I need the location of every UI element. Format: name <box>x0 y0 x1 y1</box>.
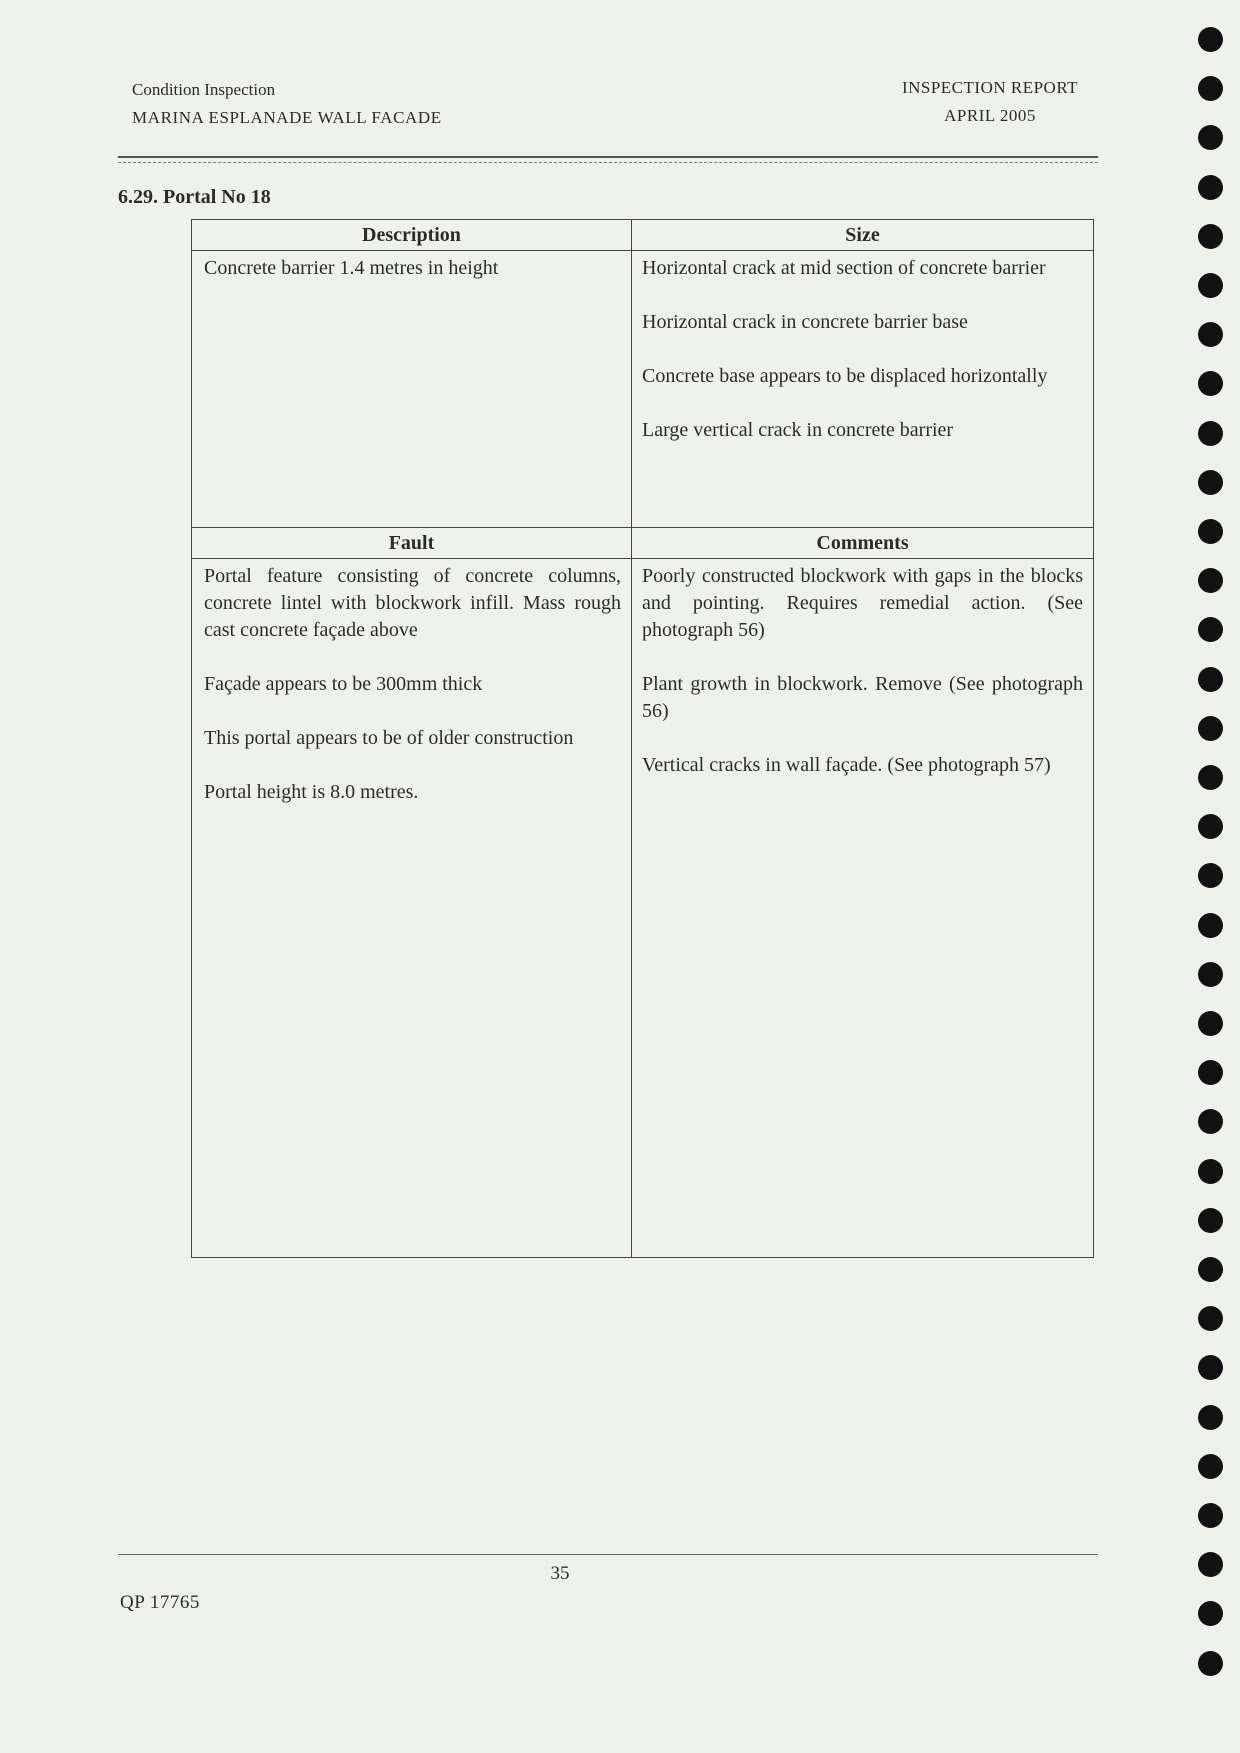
binding-hole <box>1198 1552 1223 1577</box>
binding-hole <box>1198 1159 1223 1184</box>
binding-hole <box>1198 1601 1223 1626</box>
size-text: Horizontal crack in concrete barrier base <box>642 311 968 333</box>
binding-hole <box>1198 1503 1223 1528</box>
binding-holes <box>1198 27 1226 1727</box>
description-cell <box>192 251 632 528</box>
size-cell <box>632 251 1094 528</box>
table-header-row <box>192 528 1094 559</box>
size-text: Horizontal crack at mid section of concrete barrier <box>642 257 1046 279</box>
binding-hole <box>1198 1011 1223 1036</box>
header-left <box>132 76 442 132</box>
binding-hole <box>1198 1355 1223 1380</box>
binding-hole <box>1198 1208 1223 1233</box>
document-code: QP 17765 <box>120 1592 200 1613</box>
binding-hole <box>1198 667 1223 692</box>
header-report-type: INSPECTION REPORT <box>901 78 1079 97</box>
comments-text: Vertical cracks in wall façade. (See photograph 57) <box>642 754 1051 776</box>
header-report-date: APRIL 2005 <box>944 106 1036 125</box>
inspection-table <box>191 219 1094 1258</box>
binding-hole <box>1198 765 1223 790</box>
fault-cell <box>192 559 632 1258</box>
binding-hole <box>1198 863 1223 888</box>
binding-hole <box>1198 421 1223 446</box>
binding-hole <box>1198 962 1223 987</box>
binding-hole <box>1198 76 1223 101</box>
fault-text: Portal height is 8.0 metres. <box>204 781 419 803</box>
section-title: 6.29. Portal No 18 <box>118 186 271 208</box>
binding-hole <box>1198 175 1223 200</box>
binding-hole <box>1198 568 1223 593</box>
binding-hole <box>1198 617 1223 642</box>
table-header-row <box>192 220 1094 251</box>
binding-hole <box>1198 1060 1223 1085</box>
size-text: Large vertical crack in concrete barrier <box>642 419 954 441</box>
fault-header: Fault <box>192 528 632 559</box>
binding-hole <box>1198 27 1223 52</box>
comments-header: Comments <box>632 528 1094 559</box>
header-project-title: MARINA ESPLANADE WALL FACADE <box>132 108 442 127</box>
binding-hole <box>1198 913 1223 938</box>
page-number: 35 <box>550 1563 570 1584</box>
comments-text: Poorly constructed blockwork with gaps in the blocks and pointing. Requires remedial action. (See photograph 56) <box>642 565 1083 641</box>
table-row <box>192 251 1094 528</box>
table-row <box>192 559 1094 1258</box>
binding-hole <box>1198 322 1223 347</box>
binding-hole <box>1198 716 1223 741</box>
comments-cell <box>632 559 1094 1258</box>
binding-hole <box>1198 371 1223 396</box>
fault-text: Façade appears to be 300mm thick <box>204 673 483 695</box>
fault-text: Portal feature consisting of concrete columns, concrete lintel with blockwork infill. Mass rough cast concrete façade above <box>204 565 621 641</box>
binding-hole <box>1198 125 1223 150</box>
header-divider <box>118 156 1098 163</box>
binding-hole <box>1198 224 1223 249</box>
footer-divider <box>118 1554 1098 1555</box>
binding-hole <box>1198 470 1223 495</box>
size-text: Concrete base appears to be displaced horizontally <box>642 365 1048 387</box>
comments-text: Plant growth in blockwork. Remove (See photograph 56) <box>642 673 1083 722</box>
header-subtitle: Condition Inspection <box>132 80 276 99</box>
size-header: Size <box>632 220 1094 251</box>
binding-hole <box>1198 1257 1223 1282</box>
binding-hole <box>1198 1651 1223 1676</box>
header-right <box>860 74 1120 130</box>
binding-hole <box>1198 1454 1223 1479</box>
binding-hole <box>1198 273 1223 298</box>
binding-hole <box>1198 1306 1223 1331</box>
description-text: Concrete barrier 1.4 metres in height <box>204 257 499 279</box>
binding-hole <box>1198 1405 1223 1430</box>
fault-text: This portal appears to be of older construction <box>204 727 574 749</box>
binding-hole <box>1198 1109 1223 1134</box>
binding-hole <box>1198 519 1223 544</box>
description-header: Description <box>192 220 632 251</box>
binding-hole <box>1198 814 1223 839</box>
